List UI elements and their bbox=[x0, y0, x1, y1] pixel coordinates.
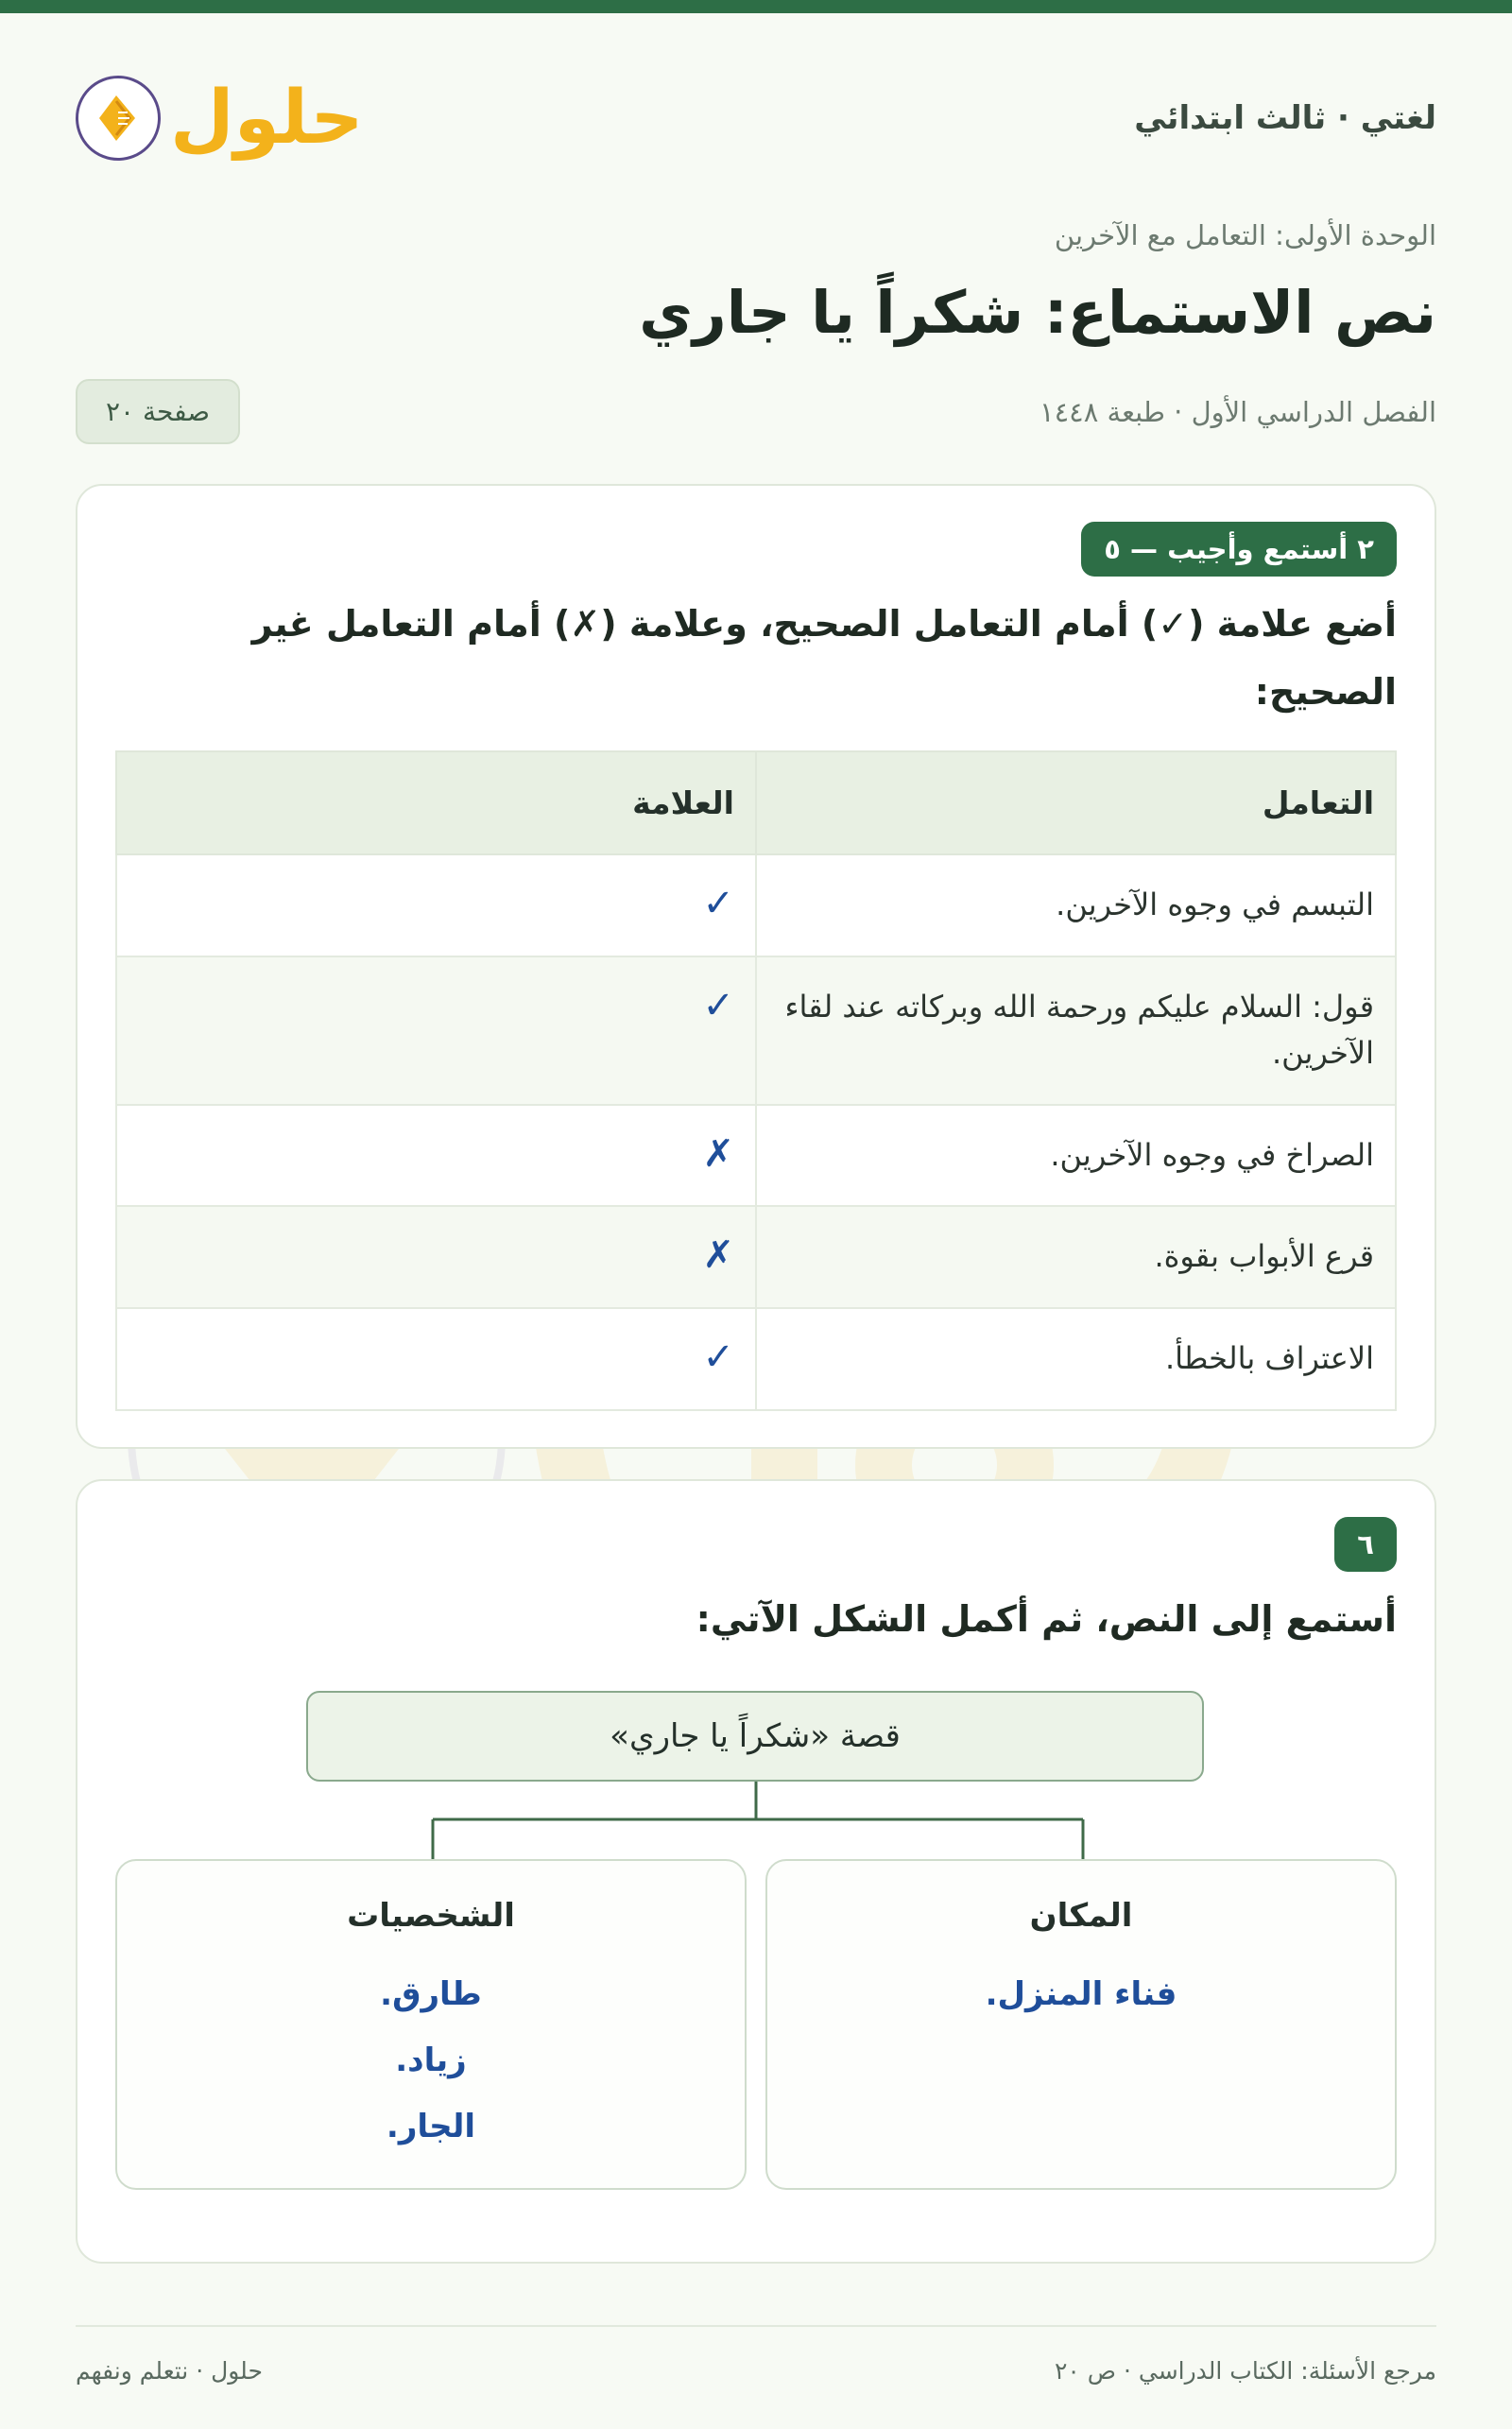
footer-source: مرجع الأسئلة: الكتاب الدراسي · ص ٢٠ bbox=[1054, 2357, 1436, 2385]
table-row bbox=[116, 956, 1396, 1105]
footer bbox=[76, 2325, 1436, 2385]
place-answer: فناء المنزل. bbox=[985, 1974, 1177, 2013]
place-box bbox=[765, 1859, 1397, 2190]
behavior-cell: قرع الأبواب بقوة. bbox=[756, 1206, 1396, 1308]
page-number-badge: صفحة ٢٠ bbox=[76, 379, 240, 444]
book-icon bbox=[76, 76, 161, 161]
exercise-question: أستمع إلى النص، ثم أكمل الشكل الآتي: bbox=[696, 1597, 1397, 1640]
book-name: لغتي · ثالث ابتدائي bbox=[1134, 99, 1436, 137]
character-answer: زياد. bbox=[395, 2041, 467, 2079]
site-logo[interactable] bbox=[76, 76, 364, 161]
place-title: المكان bbox=[1029, 1896, 1133, 1935]
top-accent-bar bbox=[0, 0, 1512, 13]
page-title: نص الاستماع: شكراً يا جاري bbox=[639, 278, 1436, 347]
behavior-cell: الاعتراف بالخطأ. bbox=[756, 1308, 1396, 1410]
character-answer: طارق. bbox=[380, 1974, 482, 2013]
column-header-mark: العلامة bbox=[116, 751, 756, 854]
behavior-cell: التبسم في وجوه الآخرين. bbox=[756, 854, 1396, 956]
cross-mark-icon: ✗ bbox=[116, 1105, 756, 1207]
behavior-cell: قول: السلام عليكم ورحمة الله وبركاته عند لقاء الآخرين. bbox=[756, 956, 1396, 1105]
exercise-question: أضع علامة (✓) أمام التعامل الصحيح، وعلامة (✗) أمام التعامل غير الصحيح: bbox=[251, 603, 1397, 713]
story-diagram bbox=[115, 1691, 1397, 2226]
check-mark-icon: ✓ bbox=[116, 1308, 756, 1410]
meta-row bbox=[76, 379, 1436, 444]
header bbox=[76, 57, 1436, 180]
semester-info: الفصل الدراسي الأول · طبعة ١٤٤٨ bbox=[1040, 395, 1436, 428]
cross-mark-icon: ✗ bbox=[116, 1206, 756, 1308]
unit-title: الوحدة الأولى: التعامل مع الآخرين bbox=[1054, 219, 1436, 251]
footer-brand: حلول · نتعلم ونفهم bbox=[76, 2357, 263, 2385]
logo-wordmark: حلول bbox=[170, 76, 364, 161]
check-mark-icon: ✓ bbox=[116, 956, 756, 1105]
column-header-behavior: التعامل bbox=[756, 751, 1396, 854]
table-row bbox=[116, 854, 1396, 956]
table-header-row bbox=[116, 751, 1396, 854]
characters-title: الشخصيات bbox=[347, 1896, 515, 1935]
exercise-card-5 bbox=[76, 484, 1436, 1449]
table-row bbox=[116, 1308, 1396, 1410]
behavior-cell: الصراخ في وجوه الآخرين. bbox=[756, 1105, 1396, 1207]
exercise-card-6 bbox=[76, 1479, 1436, 2264]
table-row bbox=[116, 1105, 1396, 1207]
table-row bbox=[116, 1206, 1396, 1308]
diagram-root-box: قصة «شكراً يا جاري» bbox=[306, 1691, 1204, 1782]
check-mark-icon: ✓ bbox=[116, 854, 756, 956]
character-answer: الجار. bbox=[386, 2107, 476, 2145]
characters-box bbox=[115, 1859, 747, 2190]
exercise-label: ٦ bbox=[1334, 1517, 1397, 1572]
exercise-label: ٢ أستمع وأجيب — ٥ bbox=[1081, 522, 1397, 577]
page bbox=[76, 57, 1436, 2264]
behavior-table bbox=[115, 750, 1397, 1411]
